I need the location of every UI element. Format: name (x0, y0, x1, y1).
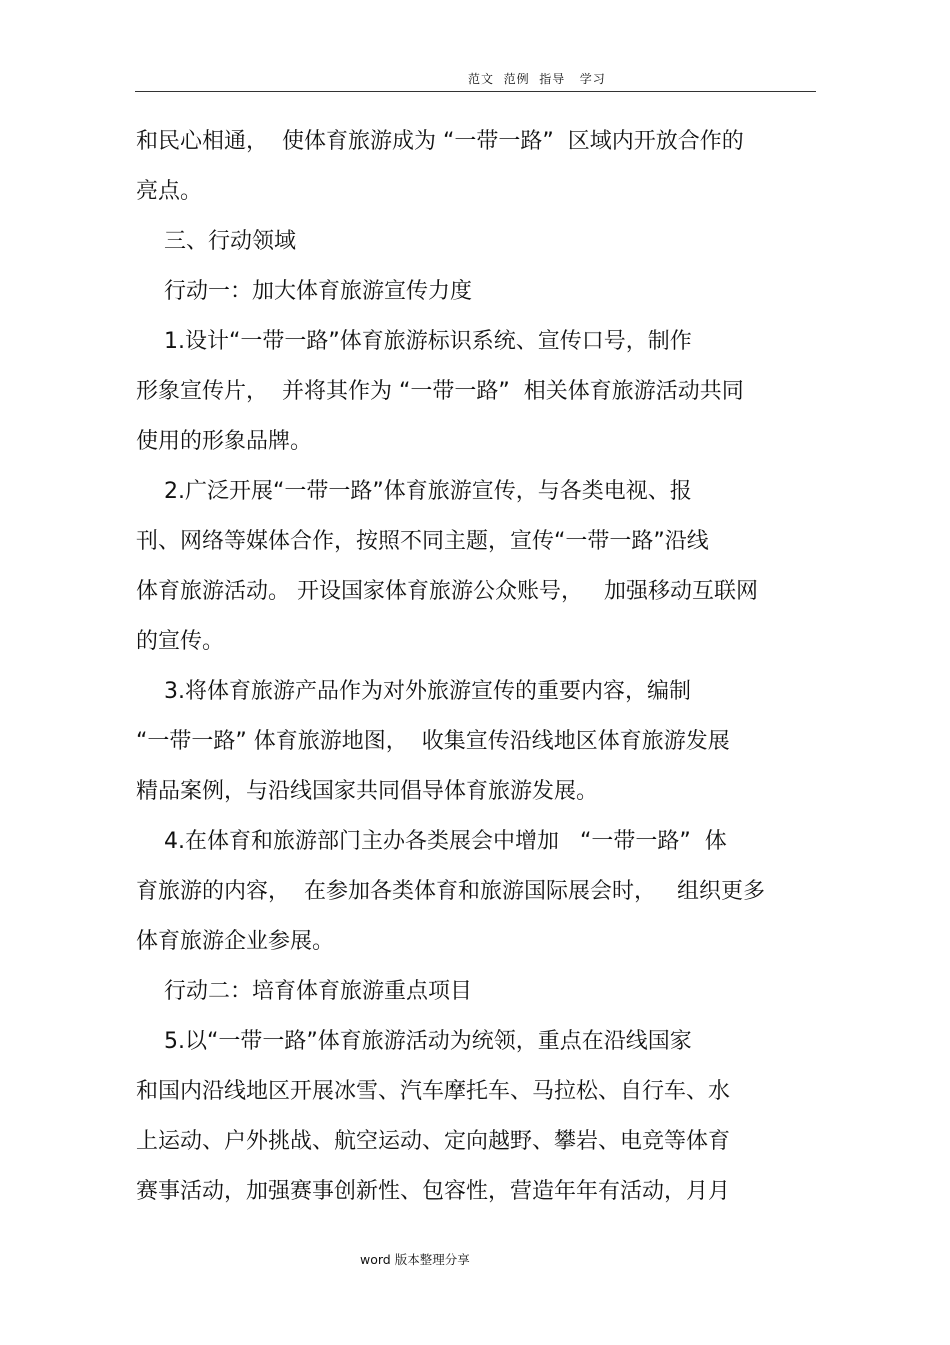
body-line: 和民心相通， 使体育旅游成为 “一带一路” 区域内开放合作的 (136, 129, 744, 154)
body-line: 精品案例，与沿线国家共同倡导体育旅游发展。 (136, 779, 599, 804)
action-heading: 行动二：培育体育旅游重点项目 (136, 979, 472, 1004)
page-header-text: 范文 范例 指导 学习 (468, 72, 606, 86)
body-line: 4.在体育和旅游部门主办各类展会中增加 “一带一路” 体 (136, 829, 727, 854)
body-line: 3.将体育旅游产品作为对外旅游宣传的重要内容，编制 (136, 679, 691, 704)
body-line: “一带一路” 体育旅游地图， 收集宣传沿线地区体育旅游发展 (136, 729, 730, 754)
body-line: 育旅游的内容， 在参加各类体育和旅游国际展会时， 组织更多 (136, 879, 765, 904)
body-line: 的宣传。 (136, 629, 225, 654)
body-line: 上运动、户外挑战、航空运动、定向越野、攀岩、电竞等体育 (136, 1129, 731, 1154)
body-line: 和国内沿线地区开展冰雪、汽车摩托车、马拉松、自行车、水 (136, 1079, 731, 1104)
body-line: 刊、网络等媒体合作，按照不同主题，宣传“一带一路”沿线 (136, 529, 709, 554)
body-line: 1.设计“一带一路”体育旅游标识系统、宣传口号，制作 (136, 329, 692, 354)
body-line: 亮点。 (136, 179, 203, 204)
page-footer-text: word 版本整理分享 (360, 1252, 470, 1267)
body-line: 赛事活动，加强赛事创新性、包容性，营造年年有活动，月月 (136, 1179, 731, 1204)
action-heading: 行动一：加大体育旅游宣传力度 (136, 279, 472, 304)
body-line: 体育旅游活动。 开设国家体育旅游公众账号， 加强移动互联网 (136, 579, 758, 604)
body-line: 形象宣传片， 并将其作为 “一带一路” 相关体育旅游活动共同 (136, 379, 744, 404)
header-divider (135, 91, 816, 92)
body-line: 5.以“一带一路”体育旅游活动为统领，重点在沿线国家 (136, 1029, 692, 1054)
body-line: 2.广泛开展“一带一路”体育旅游宣传，与各类电视、报 (136, 479, 692, 504)
body-line: 使用的形象品牌。 (136, 429, 313, 454)
body-line: 体育旅游企业参展。 (136, 929, 335, 954)
section-heading: 三、行动领域 (136, 229, 296, 254)
